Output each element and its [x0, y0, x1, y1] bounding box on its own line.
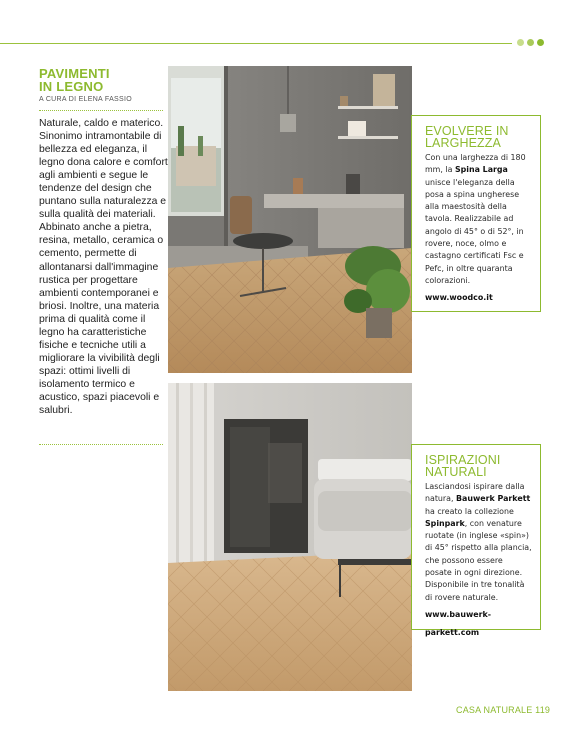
bedroom-photo — [168, 383, 412, 691]
section-title-line1: PAVIMENTI — [39, 66, 110, 81]
study-room-photo — [168, 66, 412, 373]
intro-paragraph: Naturale, caldo e materico. Sinonimo intramontabile di bellezza ed eleganza, il legno dona calore e comfort agli ambienti e segue le tendenze del design che puntano sulla naturalezza e sulla qualità dei materiali. Abbinato anche a pietra, resina, metallo, ceramica o cemento, permette di allontanarsi dall'immagine rustica per progettare ambienti contemporanei e briosi. Inoltre, una materia prima di qualità come il legno ha caratteristiche fisiche e tecniche utili a migliorare la vivibilità degli spazi: ottimi livelli di isolamento termico e acustico, spazi piacevoli e salubri. — [39, 118, 168, 417]
box-title-line1: EVOLVERE IN — [425, 124, 509, 138]
dotted-divider — [39, 110, 163, 111]
box-text-part: unisce l'eleganza della posa a spina ungherese alla maestosità della tavola. Realizzabile ad angolo di 45° o di 52°, in rovere, noce, olmo e castagno certificati Fsc e Pefc, in oltre quaranta colorazioni. — [425, 177, 524, 285]
info-box-spina-larga — [411, 115, 541, 312]
collection-name: Spinpark — [425, 518, 465, 528]
info-box-bauwerk — [411, 444, 541, 637]
brand-name: Spina Larga — [454, 165, 508, 175]
box-text — [425, 481, 532, 604]
byline: A CURA DI ELENA FASSIO — [39, 96, 132, 103]
box-title — [425, 125, 532, 149]
box-text — [425, 152, 532, 287]
top-rule — [0, 43, 512, 44]
dot-icon — [517, 39, 524, 46]
dot-icon — [537, 39, 544, 46]
box-text-part: Con una larghezza di 180 mm, la — [425, 153, 526, 175]
website-link[interactable]: www.woodco.it — [425, 293, 493, 303]
page-number: 119 — [535, 705, 551, 715]
magazine-name: CASA NATURALE — [456, 705, 533, 715]
box-title-line2: LARGHEZZA — [425, 136, 501, 150]
box-title-line2: NATURALI — [425, 465, 487, 479]
website-link[interactable]: www.bauwerk-parkett.com — [425, 609, 492, 637]
brand-name: Bauwerk Parkett — [456, 494, 531, 504]
dot-icon — [527, 39, 534, 46]
box-text-part: , con venature ruotate (in inglese «spin») di 45° rispetto alla plancia, che possono essere posate in ogni direzione. Disponibile in tre tonalità di rovere naturale. — [425, 518, 532, 602]
decorative-dots — [517, 39, 544, 46]
section-title-line2: IN LEGNO — [39, 79, 104, 94]
box-title — [425, 454, 532, 478]
box-title-line1: ISPIRAZIONI — [425, 453, 501, 467]
box-text-part: Lasciandosi ispirare dalla natura, — [425, 482, 525, 504]
page-footer — [456, 705, 550, 715]
box-text-part: ha creato la collezione — [425, 506, 514, 516]
dotted-divider-bottom — [39, 444, 163, 445]
section-title — [39, 67, 164, 93]
